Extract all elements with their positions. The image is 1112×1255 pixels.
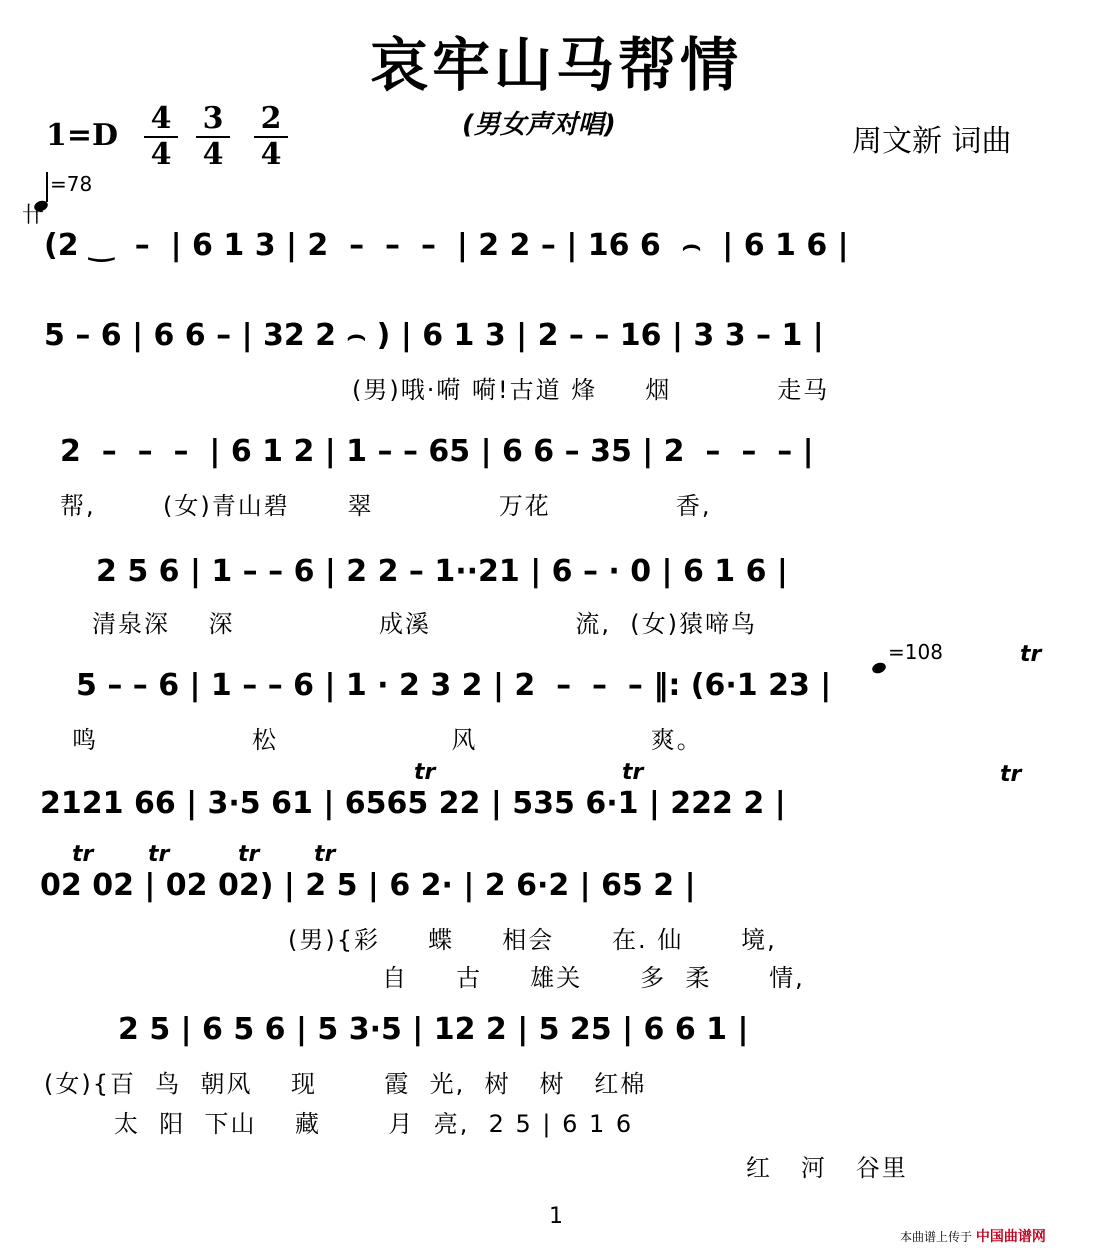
score-row-2: 5 – 6 | 6 6 – | 32 2 ⌢ ) | 6 1 3 | 2 – – 16 | 3 3 – 1 | xyxy=(44,318,824,353)
key-signature: 1=D xyxy=(46,118,119,153)
trill-mark: tr xyxy=(72,842,94,867)
time-signature-4-4: $\frac{4}{4}$ xyxy=(144,102,178,172)
score-row-8: 2 5 | 6 5 6 | 5 3·5 | 12 2 | 5 25 | 6 6 1 | xyxy=(118,1012,749,1047)
author-credit: 周文新 词曲 xyxy=(852,124,1012,159)
lyric-row-8b: 太 阳 下山 藏 月 亮, 2 5 | 6 1 6 xyxy=(114,1110,634,1138)
score-row-6: 2121 66 | 3·5 61 | 6565 22 | 535 6·1 | 222 2 | xyxy=(40,786,786,821)
trill-mark: tr xyxy=(148,842,170,867)
lyric-row-7a: (男){彩 蝶 相会 在. 仙 境, xyxy=(288,926,777,954)
trill-mark: tr xyxy=(314,842,336,867)
time-signature-3-4: $\frac{3}{4}$ xyxy=(196,102,230,172)
trill-mark: tr xyxy=(238,842,260,867)
song-title: 哀牢山马帮情 xyxy=(369,31,742,99)
score-row-5: 5 – – 6 | 1 – – 6 | 1 · 2 3 2 | 2 – – – ‖: (6·1 23 | xyxy=(76,668,832,703)
footer-credit: 本曲谱上传于 中国曲谱网 xyxy=(900,1229,1046,1245)
lyric-row-5: 鸣 松 风 爽。 xyxy=(72,726,703,754)
score-row-4: 2 5 6 | 1 – – 6 | 2 2 – 1··21 | 6 – · 0 | 6 1 6 | xyxy=(96,554,788,589)
lyric-row-7b: 自 古 雄关 多 柔 情, xyxy=(382,964,805,992)
score-row-3: 2 – – – | 6 1 2 | 1 – – 65 | 6 6 – 35 | 2 – – – | xyxy=(60,434,814,469)
lyric-row-3: 帮, (女)青山碧 翠 万花 香, xyxy=(60,492,712,520)
lyric-row-4: 清泉深 深 成溪 流, (女)猿啼鸟 xyxy=(92,610,757,638)
lyric-row-8c: 红 河 谷里 xyxy=(746,1154,908,1182)
tempo-mark-2: =108 xyxy=(872,640,943,664)
tempo-mark: =78 xyxy=(34,172,92,196)
page-number: 1 xyxy=(549,1204,563,1229)
site-logo: 中国曲谱网 xyxy=(975,1229,1046,1245)
subtitle: (男女声对唱) xyxy=(462,110,616,140)
lyric-row-8a: (女){百 鸟 朝风 现 霞 光, 树 树 红棉 xyxy=(44,1070,647,1098)
time-signature-2-4: $\frac{2}{4}$ xyxy=(254,102,288,172)
free-rhythm-mark: 卄 xyxy=(22,203,45,228)
trill-mark: tr xyxy=(414,760,436,785)
lyric-row-2: (男)哦·嗬 嗬!古道 烽 烟 走马 xyxy=(352,376,830,404)
trill-mark: tr xyxy=(1020,642,1042,667)
trill-mark: tr xyxy=(1000,762,1022,787)
trill-mark: tr xyxy=(622,760,644,785)
score-row-1: (2 ‿ – | 6 1 3 | 2 – – – | 2 2 – | 16 6 ⌢ | 6 1 6 | xyxy=(44,228,849,263)
score-row-7: 02 02 | 02 02) | 2 5 | 6 2· | 2 6·2 | 65 2 | xyxy=(40,868,696,903)
